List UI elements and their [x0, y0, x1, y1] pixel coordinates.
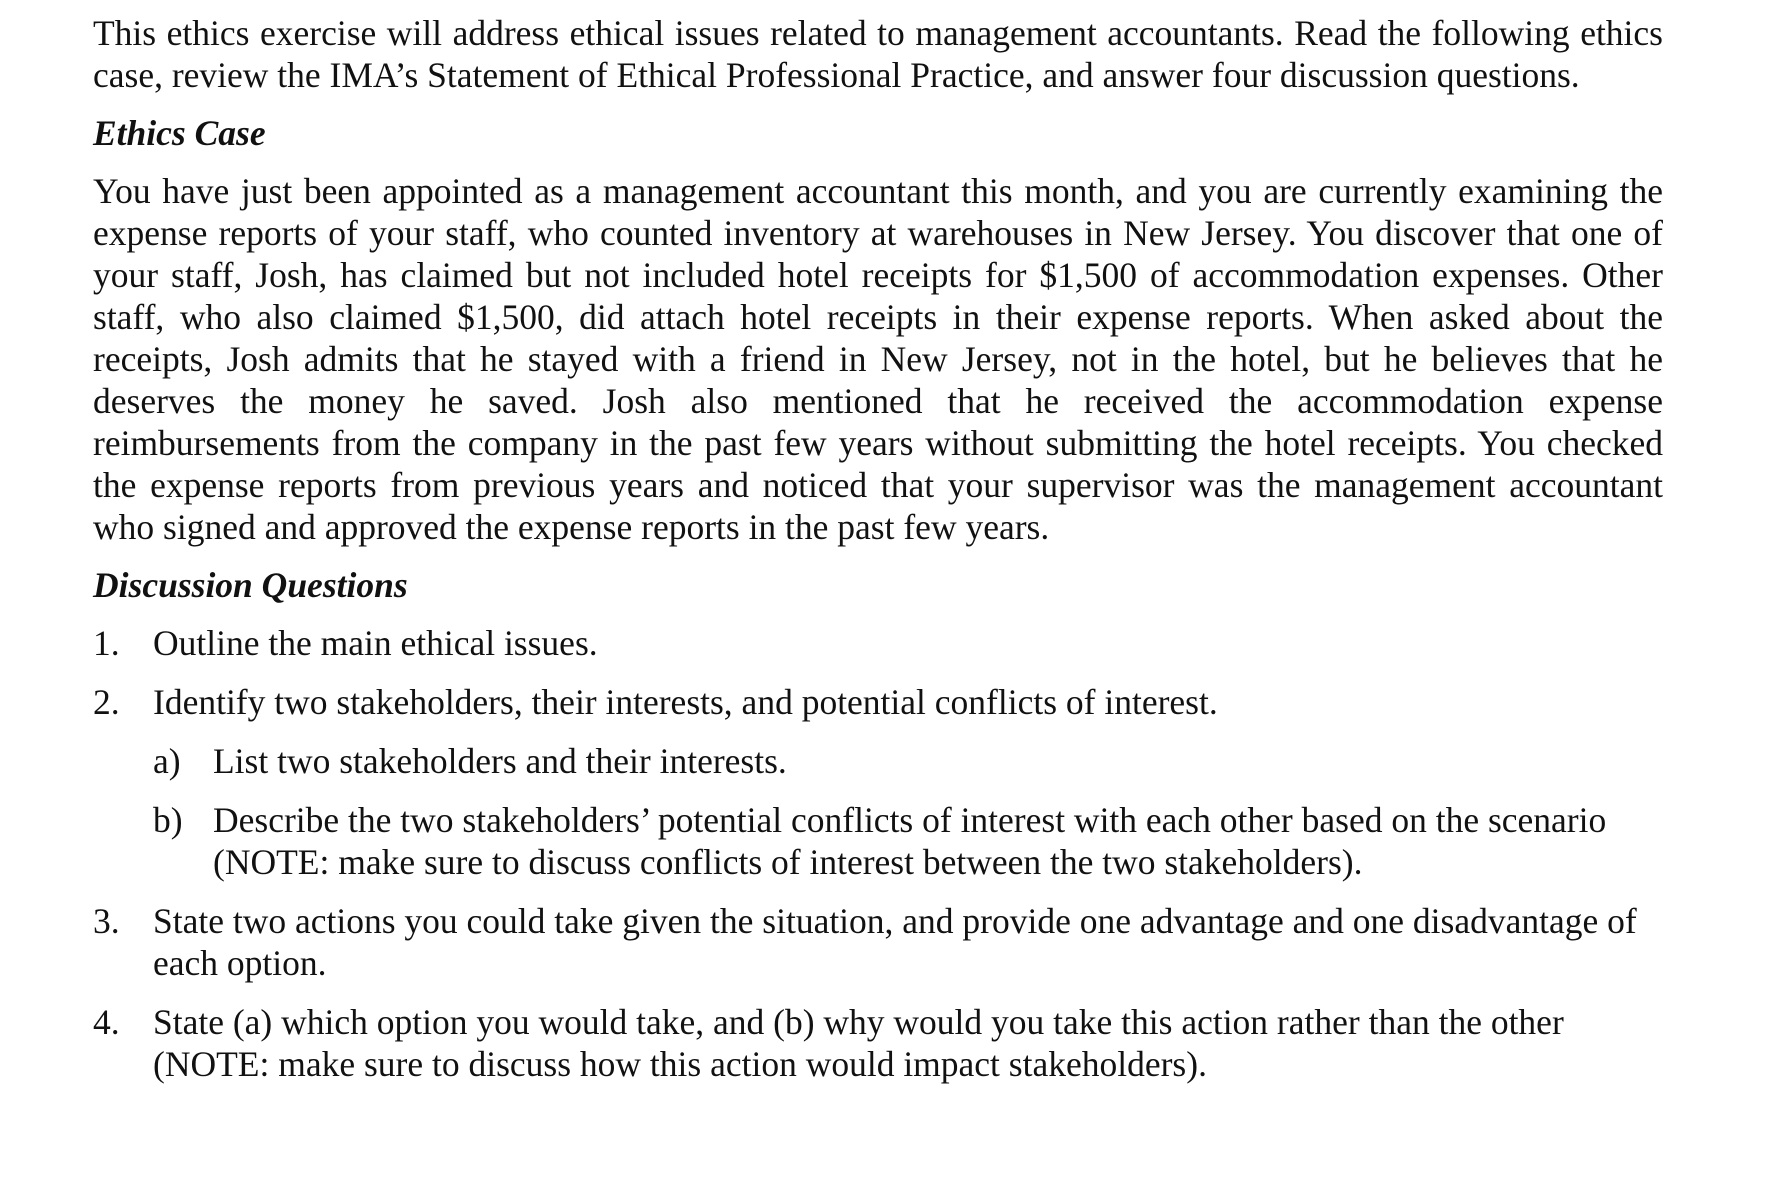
case-paragraph: You have just been appointed as a management accountant this month, and you are currently examining the expense reports of your staff, who counted inventory at warehouses in New Jersey. You discover that one of your staff, Josh, has claimed but not included hotel receipts for $1,500 of accommodation expenses. Other staff, who also claimed $1,500, did attach hotel receipts in their expense reports. When asked about the receipts, Josh admits that he stayed with a friend in New Jersey, not in the hotel, but he believes that he deserves the money he saved. Josh also mentioned that he received the accommodation expense reimbursements from the company in the past few years without submitting the hotel receipts. You checked the expense reports from previous years and noticed that your supervisor was the management accountant who signed and approved the expense reports in the past few years. [93, 171, 1663, 547]
sub-question-item [153, 740, 1663, 782]
case-heading: Ethics Case [93, 113, 266, 153]
question-text: State two actions you could take given the situation, and provide one advantage and one disadvantage of each option. [153, 901, 1637, 983]
question-item [93, 681, 1663, 883]
questions-heading: Discussion Questions [93, 565, 408, 605]
question-number: 4. [93, 1002, 120, 1042]
sub-question-text: Describe the two stakeholders’ potential conflicts of interest with each other based on the scenario (NOTE: make sure to discuss conflicts of interest between the two stakeholders). [213, 800, 1607, 882]
question-item [93, 900, 1663, 984]
question-number: 3. [93, 901, 120, 941]
intro-paragraph: This ethics exercise will address ethical issues related to management accountants. Read the following ethics case, review the IMA’s Statement of Ethical Professional Practice, and answer four discussion questions. [93, 13, 1663, 95]
question-item [93, 622, 1663, 664]
question-text: Outline the main ethical issues. [153, 623, 598, 663]
discussion-questions-list [93, 622, 1663, 1085]
question-text: State (a) which option you would take, and (b) why would you take this action rather than the other (NOTE: make sure to discuss how this action would impact stakeholders). [153, 1002, 1564, 1084]
question-item [93, 1001, 1663, 1085]
sub-question-letter: a) [153, 741, 181, 781]
document-page [93, 12, 1663, 1102]
sub-question-text: List two stakeholders and their interests. [213, 741, 787, 781]
sub-question-item [153, 799, 1663, 883]
question-number: 2. [93, 682, 120, 722]
sub-question-letter: b) [153, 800, 183, 840]
question-text: Identify two stakeholders, their interests, and potential conflicts of interest. [153, 682, 1218, 722]
question-number: 1. [93, 623, 120, 663]
sub-questions-list [153, 740, 1663, 883]
